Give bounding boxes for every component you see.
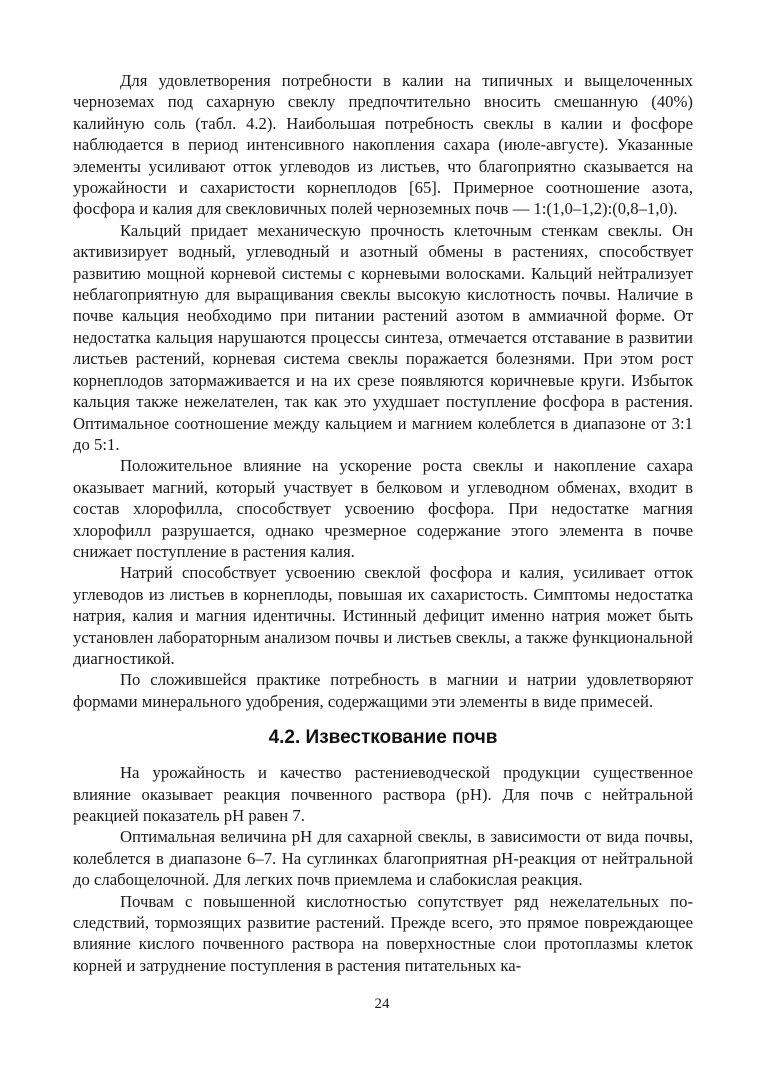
paragraph-practice: По сложившейся практике потребность в магнии и натрии удовлетворяют формами минерального удобрения, содержащими эти элементы в виде примесей. <box>73 670 693 711</box>
paragraph-sodium: Натрий способствует усвоению свеклой фосфора и калия, усиливает отток углеводов из листьев в корнеплоды, повышая их сахаристость. Симптомы недостатка натрия, калия и магния идентичны. Истинный дефицит именно натрия может быть установлен лабораторным анализом почвы и листьев свеклы, а также функциональной диагностикой. <box>73 563 693 668</box>
paragraph-magnesium: Положительное влияние на ускорение роста свеклы и накопление сахара оказывает магний, который участвует в белковом и углеводном обменах, входит в состав хлорофилла, способствует усвоению фосфора. При недостатке магния хлорофилл разрушается, однако чрезмерное содержание этого элемента в почве снижает поступление в растения калия. <box>73 456 693 561</box>
paragraph-soil-reaction: На урожайность и качество растениеводческой продукции существенное влияние оказывает реакция почвенного раствора (рН). Для почв с нейтральной реакцией показатель рН равен 7. <box>73 763 693 825</box>
paragraph-potassium: Для удовлетворения потребности в калии на типичных и выщелоченных черноземах под сахарную свеклу предпочтительно вносить смешанную (40%) калийную соль (табл. 4.2). Наибольшая потребность свеклы в калии и фосфоре наблюдается в период интенсивного накопления сахара (июле-августе). Указанные элементы усиливают отток углеводов из листьев, что благоприятно сказывается на урожайности и сахаристости корнеплодов [65]. Примерное соотношение азота, фосфора и калия для свекловичных полей черноземных почв — 1:(1,0–1,2):(0,8–1,0). <box>73 71 693 219</box>
paragraph-acidity: Почвам с повышенной кислотностью сопутствует ряд нежелательных последствий, тормозящих развитие растений. Прежде всего, это прямое повреждающее влияние кислого почвенного раствора на поверхностные слои протоплазмы клеток корней и затруднение поступления в растения питательных ка- <box>73 891 693 975</box>
paragraph-optimal-ph: Оптимальная величина рН для сахарной свеклы, в зависимости от вида почвы, колеблется в диапазоне 6–7. На суглинках благоприятная рН-реакция от нейтральной до слабощелочной. Для легких почв приемлема и слабокислая реакция. <box>73 827 693 890</box>
page-number: 24 <box>374 996 390 1012</box>
paragraph-calcium: Кальций придает механическую прочность клеточным стенкам свеклы. Он активизирует водный, углеводный и азотный обмены в растениях, способствует развитию мощной корневой системы с корневыми волосками. Кальций нейтрализует неблагоприятную для выращивания свеклы высокую кислотность почвы. Наличие в почве кальция необходимо при питании растений азотом в аммиачной форме. От недостатка кальция нарушаются процессы синтеза, отмечается отставание в развитии листьев растений, корневая система свеклы поражается болезнями. При этом рост корнеплодов затормаживается и на их срезе появляются коричневые круги. Избыток кальция также нежелателен, так как это ухудшает поступление фосфора в растения. Оптимальное соотношение между кальцием и магнием колеблется в диапазоне от 3:1 до 5:1. <box>73 220 693 454</box>
section-title: 4.2. Известкование почв <box>268 727 498 749</box>
document-page <box>73 70 693 976</box>
